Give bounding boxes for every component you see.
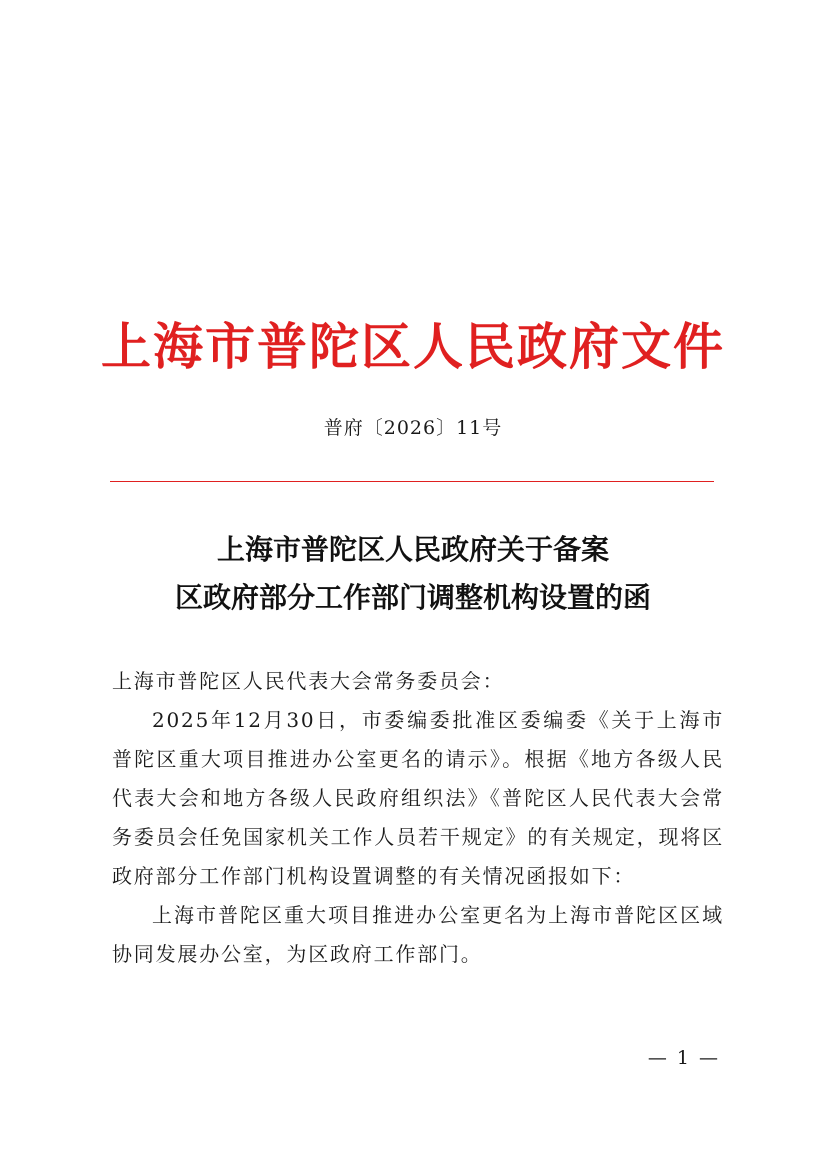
document-number: 普府〔2026〕11号 bbox=[323, 417, 503, 439]
document-title bbox=[100, 526, 726, 622]
body-paragraph-2: 上海市普陀区重大项目推进办公室更名为上海市普陀区区域协同发展办公室，为区政府工作部门。 bbox=[112, 903, 724, 966]
document-body bbox=[112, 662, 724, 974]
salutation: 上海市普陀区人民代表大会常务委员会： bbox=[112, 669, 505, 693]
red-divider-line bbox=[110, 481, 714, 482]
page-number: — 1 — bbox=[647, 1047, 720, 1069]
title-line-1: 上海市普陀区人民政府关于备案 bbox=[216, 533, 609, 566]
masthead-title: 上海市普陀区人民政府文件 bbox=[101, 317, 725, 376]
body-paragraph-1: 2025年12月30日，市委编委批准区委编委《关于上海市普陀区重大项目推进办公室更名的请示》。根据《地方各级人民代表大会和地方各级人民政府组织法》《普陀区人民代表大会常务委员会任免国家机关工作人员若干规定》的有关规定，现将区政府部分工作部门机构设置调整的有关情况函报如下： bbox=[112, 708, 724, 888]
title-line-2: 区政府部分工作部门调整机构设置的函 bbox=[174, 581, 651, 614]
